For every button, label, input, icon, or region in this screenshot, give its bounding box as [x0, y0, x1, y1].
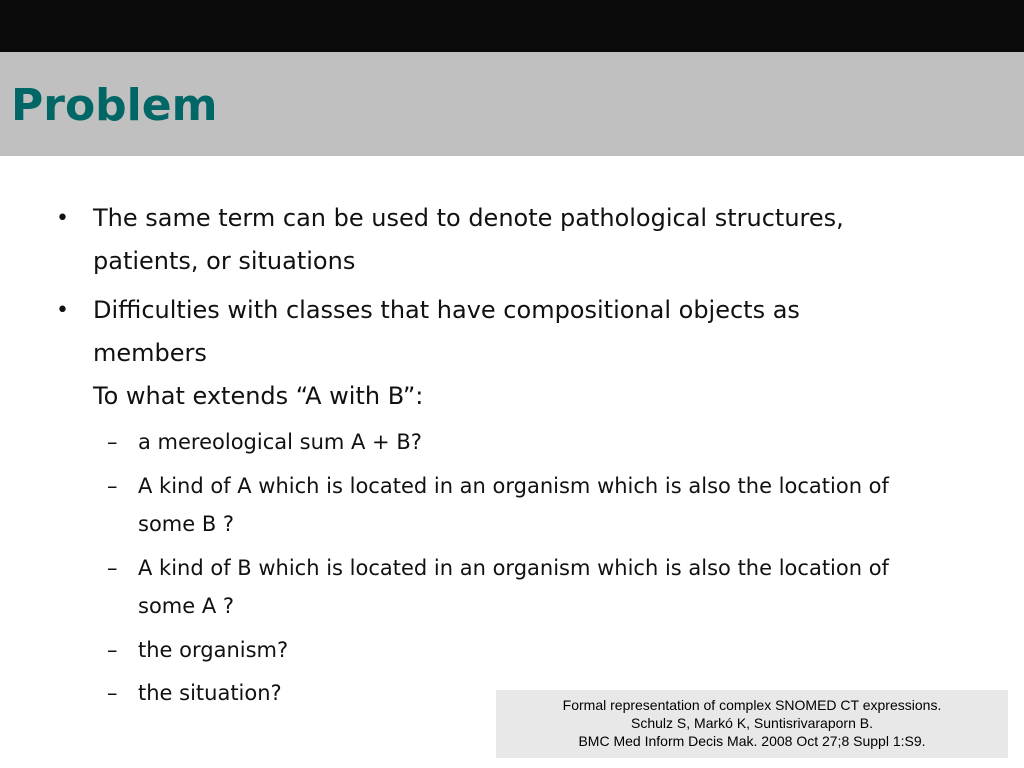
- sub-item-marker: –: [107, 430, 118, 454]
- bullet-marker: •: [56, 206, 69, 231]
- sub-item-2-line-1: A kind of A which is located in an organism which is also the location of: [138, 474, 889, 498]
- citation-authors: Schulz S, Markó K, Suntisrivaraporn B.: [631, 715, 873, 731]
- bullet-2-line-2: members: [93, 339, 207, 367]
- bullet-2-line-3: To what extends “A with B”:: [93, 382, 424, 410]
- citation-box: [496, 690, 1008, 758]
- sub-item-3-line-2: some A ?: [138, 594, 235, 618]
- sub-item-2-line-2: some B ?: [138, 512, 235, 536]
- citation-source: BMC Med Inform Decis Mak. 2008 Oct 27;8 Suppl 1:S9.: [578, 733, 926, 749]
- slide-title: Problem: [11, 80, 218, 131]
- bullet-1-line-2: patients, or situations: [93, 247, 356, 275]
- bullet-marker: •: [56, 298, 69, 323]
- sub-item-marker: –: [107, 474, 118, 498]
- citation-title: Formal representation of complex SNOMED CT expressions.: [562, 697, 942, 713]
- sub-item-1-line-1: a mereological sum A + B?: [138, 430, 422, 454]
- bullet-1-line-1: The same term can be used to denote pathological structures,: [93, 204, 844, 232]
- sub-item-marker: –: [107, 638, 118, 662]
- sub-item-marker: –: [107, 681, 118, 705]
- sub-item-4-line-1: the organism?: [138, 638, 289, 662]
- sub-item-marker: –: [107, 556, 118, 580]
- bullet-2-line-1: Difficulties with classes that have compositional objects as: [93, 296, 800, 324]
- sub-item-5-line-1: the situation?: [138, 681, 282, 705]
- sub-item-3-line-1: A kind of B which is located in an organism which is also the location of: [138, 556, 889, 580]
